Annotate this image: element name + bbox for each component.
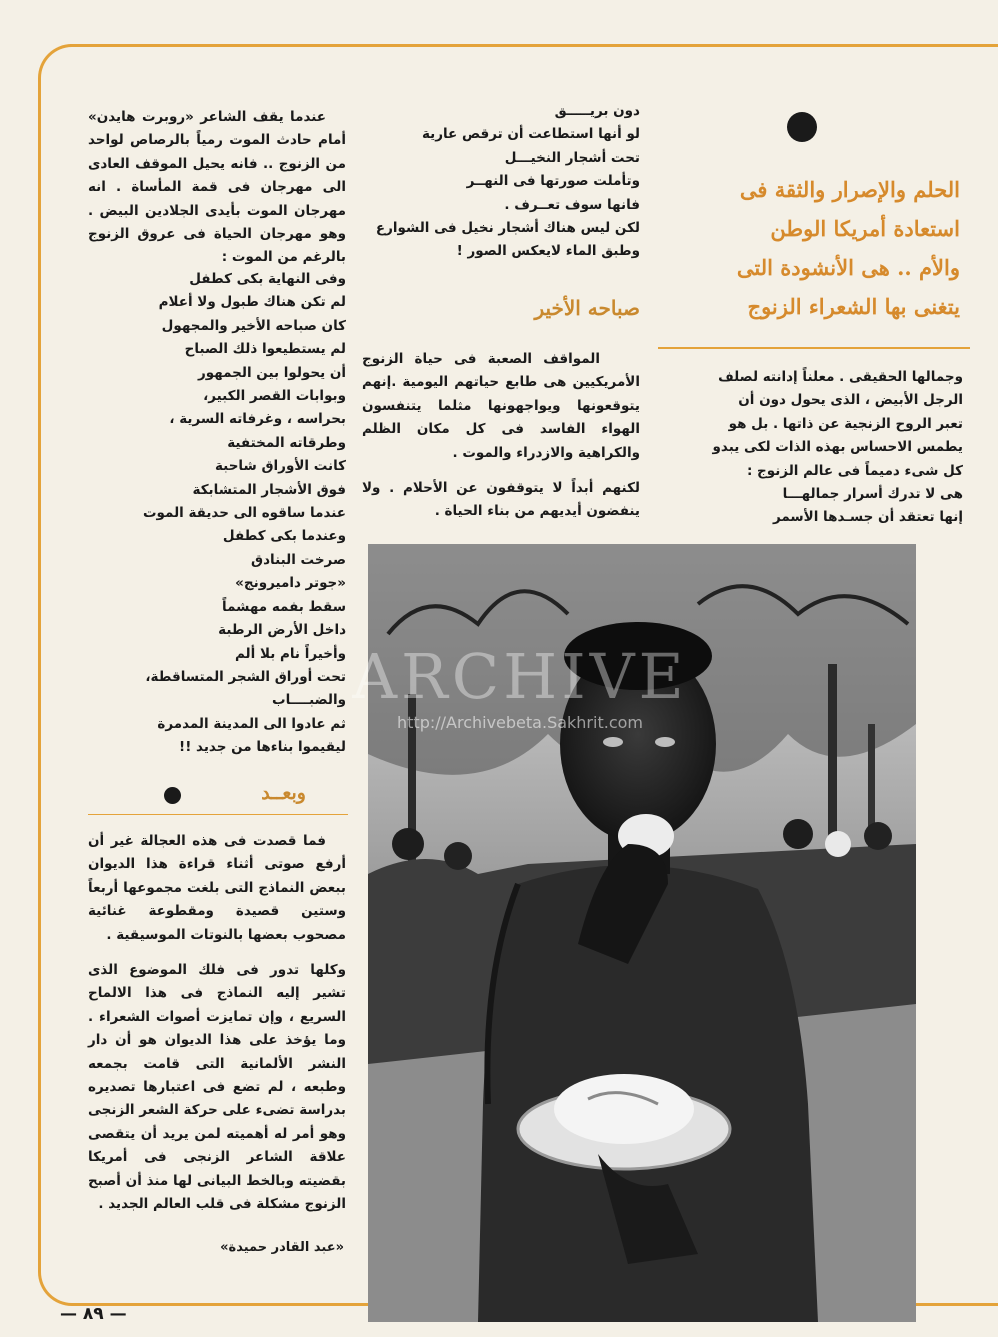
poem-line: سقط بفمه مهشماً <box>222 598 346 615</box>
author-byline: «عبد القادر حميدة» <box>220 1240 344 1255</box>
poem-line: ثم عادوا الى المدينة المدمرة <box>157 715 346 732</box>
watermark-url: http://Archivebeta.Sakhrit.com <box>397 713 643 732</box>
section-rule <box>88 814 348 815</box>
poem-line: تحت أشجار النخيـــل <box>504 149 640 166</box>
poem-line: فوق الأشجار المتشابكة <box>192 481 346 498</box>
poem-line: لكن ليس هناك أشجار نخيل فى الشوارع <box>375 220 640 237</box>
poem-line: ليقيموا بناءها من جديد !! <box>179 739 346 756</box>
poem-line: لم تكن هناك طبول ولا أعلام <box>158 294 346 311</box>
poem-line: أن يحولوا بين الجمهور <box>197 364 346 381</box>
poem-line: لم يستطيعوا ذلك الصباح <box>184 341 346 358</box>
text-line: تعبر الروح الزنجية عن ذاتها . بل هو <box>728 415 963 432</box>
poem-line: كانت الأوراق شاحبة <box>215 458 346 475</box>
poem-line: وتأملت صورتها فى النهــر <box>466 173 640 190</box>
paragraph: المواقف الصعبة فى حياة الزنوج الأمريكيين هى طابع حياتهم اليومية .إنهم يتوقعونها ويواجهونها مثلما يتنفسون الهواء الفاسد فى كل مكان الظلم والكراهية والازدراء والموت . <box>362 351 640 461</box>
poem-line: «جوتر داميرونج» <box>235 575 346 592</box>
paragraph: وكلها تدور فى فلك الموضوع الذى تشير إليه النماذج فى هذا الالماح السريع ، وإن تمايزت أصوات الشعراء . وما يؤخذ على هذا الديوان هو أن دار النشر الألمانية التى قامت بجمعه وطبعه ، لم تضع فى اعتبارها تصديره بدراسة تضىء على حركة الشعر الزنجى وهو أمر له أهميته لمن يريد أن يتقصى علاقة الشاعر الزنجى فى أمريكا بقضيته وبالخط البيانى لها منذ أن أصبح الزنوج مشكلة فى قلب العالم الجديد . <box>88 962 346 1213</box>
photograph <box>368 544 916 1322</box>
poem-line: دون بريـــــق <box>554 103 640 119</box>
watermark-text: ARCHIVE <box>352 640 688 713</box>
left-column-body <box>88 830 346 1217</box>
left-column-poem <box>88 268 346 760</box>
poem-line: عندما ساقوه الى حديقة الموت <box>142 505 346 522</box>
pull-quote-line: الحلم والإصرار والثقة فى <box>739 177 960 202</box>
poem-line: وبوابات القصر الكبير، <box>203 388 346 405</box>
text-line: وجمالها الحقيقى . معلناً إدانته لصلف <box>718 369 963 385</box>
poem-line: وأخيراً نام بلا ألم <box>234 645 346 662</box>
pull-quote-rule <box>658 347 970 349</box>
paragraph: عندما يقف الشاعر «روبرت هايدن» أمام حادث الموت رمياً بالرصاص لواحد من الزنوج .. فانه يحيل الموقف العادى الى مهرجان فى قمة المأساة . انه مهرجان الموت بأيدى الجلادين البيض . وهو مهرجان الحياة فى عروق الزنوج بالرغم من الموت : <box>88 109 346 266</box>
section-heading-after: وبعــد <box>261 782 306 804</box>
poem-line: وعندما بكى كطفل <box>222 528 346 545</box>
page-frame-top <box>70 44 998 47</box>
pull-quote <box>660 170 960 326</box>
text-line: كل شىء دميماً فى عالم الزنوج : <box>746 462 963 479</box>
pull-quote-line: استعادة أمريكا الوطن <box>770 216 960 241</box>
middle-column <box>362 348 640 524</box>
text-line: إنها تعتقد أن جسـدها الأسمر <box>772 509 963 526</box>
paragraph: فما قصدت فى هذه العجالة غير أن أرفع صوتى أثناء قراءة هذا الديوان ببعض النماذج التى بلغت مجموعها أربعاً وستين قصيدة ومقطوعة غنائية مصحوب بعضها بالنوتات الموسيقية . <box>88 833 346 943</box>
bullet-dot <box>164 787 181 804</box>
poem-line: داخل الأرض الرطبة <box>218 622 346 639</box>
photo-illustration <box>368 544 916 1322</box>
poem-line: تحت أوراق الشجر المتساقطة، <box>145 668 346 685</box>
poem-line: وفى النهاية بكى كطفل <box>189 271 346 287</box>
middle-poem <box>362 100 640 264</box>
pull-quote-line: والأم .. هى الأنشودة التى <box>736 255 960 280</box>
pull-quote-line: يتغنى بها الشعراء الزنوج <box>747 294 960 319</box>
poem-line: والضبــــاب <box>272 692 346 709</box>
left-column-intro <box>88 106 346 270</box>
bullet-dot <box>787 112 817 142</box>
text-line: هى لا تدرك أسرار جمالهـــا <box>782 486 963 503</box>
poem-line: بحراسه ، وغرفاته السرية ، <box>169 411 346 428</box>
paragraph: لكنهم أبداً لا يتوقفون عن الأحلام . ولا ينفضون أيديهم من بناء الحياة . <box>362 480 640 520</box>
poem-line: وطبق الماء لايعكس الصور ! <box>456 243 640 260</box>
text-line: الرجل الأبيض ، الذى يحول دون أن <box>738 392 963 409</box>
right-column <box>645 366 963 530</box>
poem-line: لو أنها استطاعت أن ترقص عارية <box>421 126 640 143</box>
poem-line: فانها سوف تعــرف . <box>504 196 640 213</box>
poem-line: صرخت البنادق <box>251 551 346 568</box>
poem-line: وطرقاته المختفية <box>227 434 346 451</box>
text-line: يطمس الاحساس بهذه الذات لكى يبدو <box>712 439 963 456</box>
page-number: — ٨٩ — <box>60 1304 127 1324</box>
section-heading-morning: صباحه الأخير <box>534 296 640 320</box>
poem-line: كان صباحه الأخير والمجهول <box>161 317 346 334</box>
